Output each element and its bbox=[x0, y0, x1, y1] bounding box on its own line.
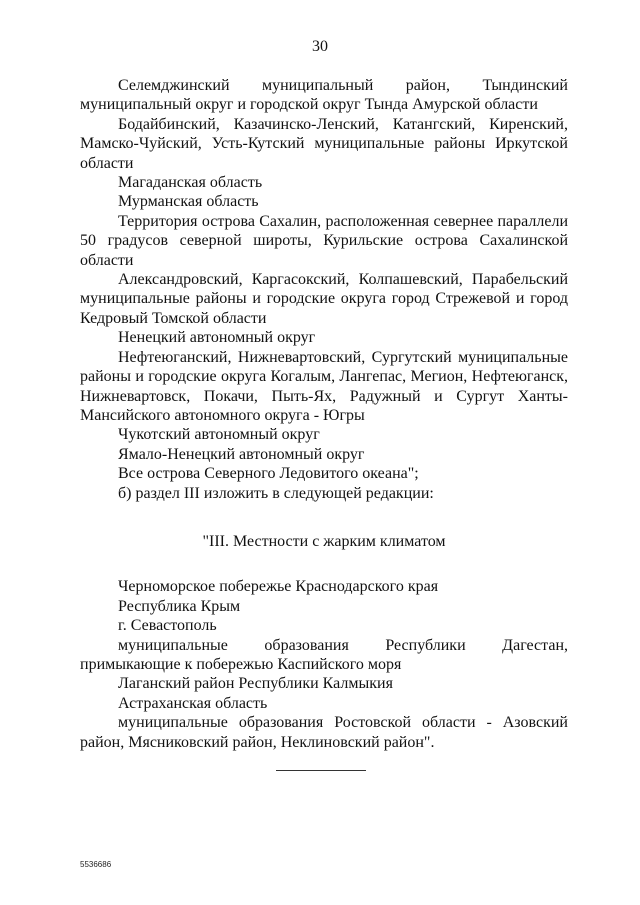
paragraph-dagestan: муниципальные образования Республики Дагестан, примыкающие к побережью Каспийского моря bbox=[80, 636, 568, 673]
paragraph-sevastopol: г. Севастополь bbox=[118, 617, 217, 635]
document-code: 5536686 bbox=[80, 860, 112, 869]
paragraph-nenets: Ненецкий автономный округ bbox=[118, 329, 316, 347]
paragraph-tomsk: Александровский, Каргасокский, Колпашевский, Парабельский муниципальные районы и городские округа город Стрежевой и город Кедровый Томской области bbox=[80, 271, 568, 327]
paragraph-chukotka: Чукотский автономный округ bbox=[118, 426, 320, 444]
paragraph-astrakhan: Астраханская область bbox=[118, 694, 268, 712]
paragraph-black-sea: Черноморское побережье Краснодарского края bbox=[118, 578, 439, 596]
paragraph-arctic-islands: Все острова Северного Ледовитого океана"; bbox=[118, 465, 419, 483]
paragraph-kalmykia: Лаганский район Республики Калмыкия bbox=[118, 675, 393, 693]
paragraph-khmao: Нефтеюганский, Нижневартовский, Сургутский муниципальные районы и городские округа Когалым, Лангепас, Мегион, Нефтеюганск, Нижневартовск, Покачи, Пыть-Ях, Радужный и Сургут Ханты-Мансийского автономного округа - Югры bbox=[80, 348, 568, 424]
page-number: 30 bbox=[312, 38, 328, 55]
paragraph-magadan: Магаданская область bbox=[118, 174, 263, 192]
document-body bbox=[80, 76, 568, 752]
paragraph-section-instruction: б) раздел III изложить в следующей редакции: bbox=[118, 484, 434, 502]
paragraph-murmansk: Мурманская область bbox=[118, 193, 259, 211]
paragraph-rostov: муниципальные образования Ростовской области - Азовский район, Мясниковский район, Неклиновский район". bbox=[80, 714, 568, 751]
paragraph-irkutsk: Бодайбинский, Казачинско-Ленский, Катангский, Киренский, Мамско-Чуйский, Усть-Кутский муниципальные районы Иркутской области bbox=[80, 115, 568, 172]
separator-line bbox=[276, 770, 366, 771]
section-heading: "III. Местности с жарким климатом bbox=[202, 532, 446, 550]
paragraph-crimea: Республика Крым bbox=[118, 597, 241, 615]
paragraph-yamal: Ямало-Ненецкий автономный округ bbox=[118, 445, 365, 463]
paragraph-sakhalin: Территория острова Сахалин, расположенная севернее параллели 50 градусов северной широты, Курильские острова Сахалинской области bbox=[80, 212, 568, 269]
paragraph-amur: Селемджинский муниципальный район, Тындинский муниципальный округ и городской округ Тында Амурской области bbox=[80, 77, 568, 114]
